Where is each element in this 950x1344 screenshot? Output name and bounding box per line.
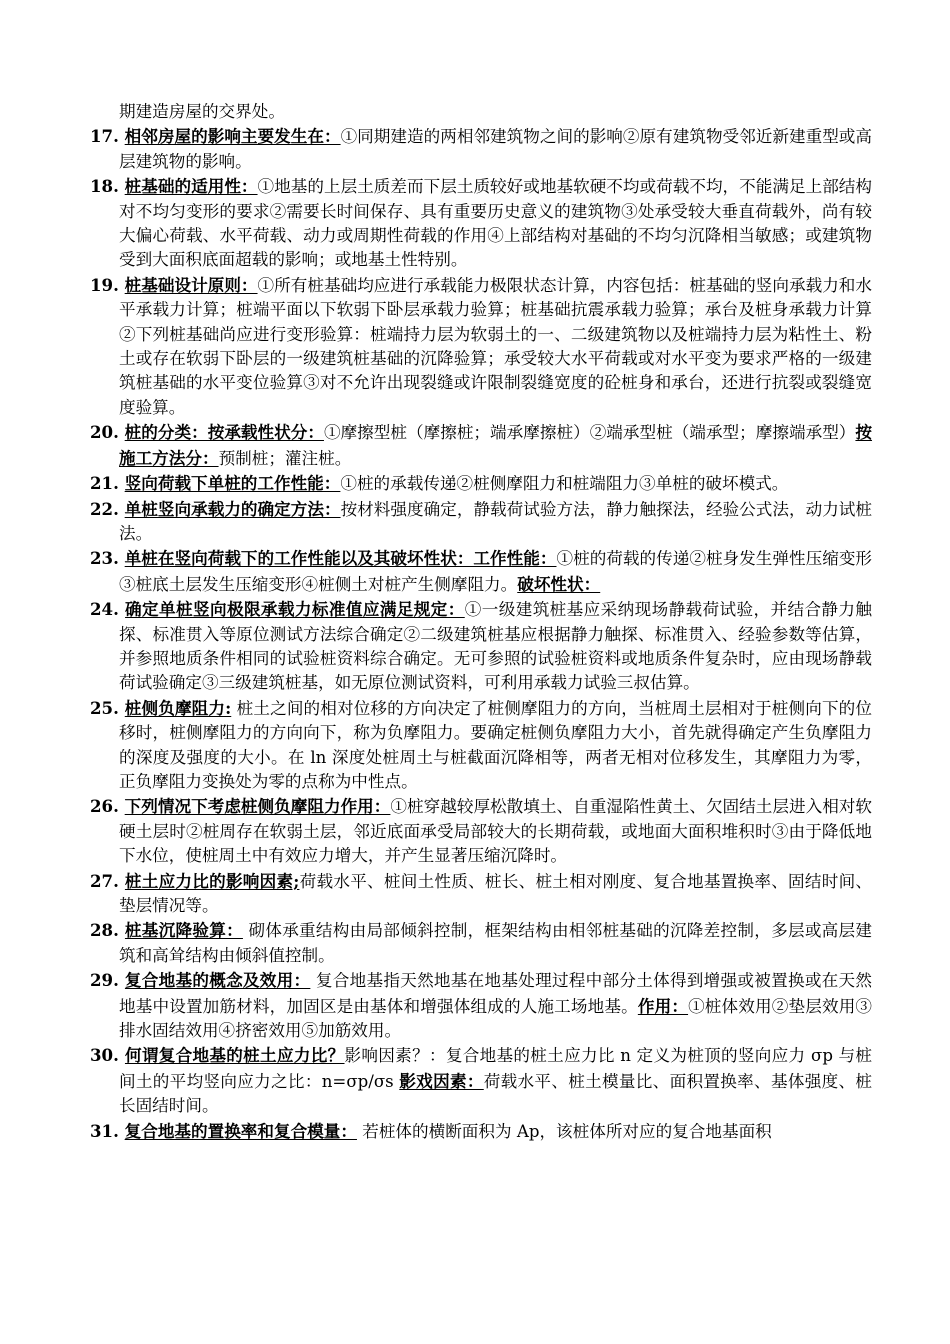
item-number: 28. [90,920,125,941]
item-body-text: ①桩的荷载的传递②桩身发生弹性压缩变形③桩底土层发生压缩变形④桩侧土对桩产生侧摩阻力。 [119,549,873,594]
continued-text: 期建造房屋的交界处。 [119,102,285,121]
item-number: 19. [90,274,125,295]
item-body-text: 若桩体的横断面积为 Ap，该桩体所对应的复合地基面积 [356,1121,772,1141]
item-number: 21. [90,473,125,494]
list-item [90,497,872,547]
item-heading: 桩基础设计原则： [124,274,258,295]
item-heading: 桩土应力比的影响因素; [124,870,300,891]
item-body-text: ①桩穿越较厚松散填土、自重湿陷性黄土、欠固结土层进入相对软硬土层时②桩周存在软弱土层，邻近底面承受局部较大的长期荷载，或地面大面积堆积时③由于降低地下水位，使桩周土中有效应力增大，并产生显著压缩沉降时。 [119,797,873,866]
item-number: 25. [90,697,125,718]
list-item [90,918,872,968]
list-item [90,124,872,174]
item-body-text: ①所有桩基础均应进行承载能力极限状态计算，内容包括：桩基础的竖向承载力和水平承载力计算；桩端平面以下软弱下卧层承载力验算；桩基础抗震承载力验算；承台及桩身承载力计算②下列桩基础尚应进行变形验算：桩端持力层为软弱土的一、二级建筑物以及桩端持力层为粘性土、粉土或存在软弱下卧层的一级建筑桩基础的沉降验算；承受较大水平荷载或对水平变为要求严格的一级建筑桩基础的水平变位验算③对不允许出现裂缝或许限制裂缝宽度的砼桩身和承台，还进行抗裂或裂缝宽度验算。 [119,275,873,417]
item-heading: 桩基础的适用性： [124,176,258,197]
list-item [90,794,872,868]
item-heading: 破坏性状： [517,573,601,594]
item-body-text: 荷载水平、桩间土性质、桩长、桩土相对刚度、复合地基置换率、固结时间、垫层情况等。 [119,871,873,915]
item-number: 22. [90,498,125,519]
list-item [90,696,872,795]
list-item [90,174,872,273]
item-body-text: ①一级建筑桩基应采纳现场静载荷试验，并结合静力触探、标准贯入等原位测试方法综合确定②二级建筑桩基应根据静力触探、标准贯入、经验参数等估算，并参照地质条件相同的试验桩资料综合确定。无可参照的试验桩资料或地质条件复杂时，应由现场静载荷试验确定③三级建筑桩基，如无原位测试资料，可利用承载力试验三叔估算。 [119,600,872,693]
item-body-text: ①摩擦型桩（摩擦桩；端承摩擦桩）②端承型桩（端承型；摩擦端承型） [323,423,856,443]
item-heading: 单桩在竖向荷载下的工作性能以及其破坏性状：工作性能： [124,548,557,569]
item-body-text: 桩土之间的相对位移的方向决定了桩侧摩阻力的方向，当桩周土层相对于桩侧向下的位移时，桩侧摩阻力的方向向下，称为负摩阻力。要确定桩侧负摩阻力大小，首先就得确定产生负摩阻力的深度及强度的大小。在 ln 深度处桩周土与桩截面沉降相等，两者无相对位移发生，其摩阻力为零，正负摩阻力变换处为零的点称为中性点。 [119,698,872,791]
item-number: 26. [90,796,125,817]
item-body-text: 预制桩；灌注桩。 [218,448,352,468]
item-heading: 下列情况下考虑桩侧负摩阻力作用： [124,796,391,817]
item-body-text: ①桩体效用②垫层效用③排水固结效用④挤密效用⑤加筋效用。 [119,996,873,1041]
item-number: 31. [90,1120,125,1141]
item-body-text: 按材料强度确定，静载荷试验方法，静力触探法，经验公式法，动力试桩法。 [119,499,873,543]
item-heading: 桩基沉降验算： [124,920,243,941]
item-heading: 桩的分类：按承载性状分： [124,422,324,443]
item-heading: 按施工方法分： [119,422,873,468]
item-heading: 复合地基的置换率和复合模量： [124,1120,357,1141]
item-number: 23. [90,548,125,569]
item-number: 27. [90,870,125,891]
item-body-text: 荷载水平、桩土模量比、面积置换率、基体强度、桩长固结时间。 [119,1071,873,1116]
item-heading: 何谓复合地基的桩土应力比？ [124,1045,345,1066]
list-item [90,1119,872,1144]
item-body-text: 复合地基指天然地基在地基处理过程中部分土体得到增强或被置换或在天然地基中设置加筋材料，加固区是由基体和增强体组成的人施工场地基。 [119,971,872,1016]
item-heading: 影戏因素： [399,1070,484,1091]
item-body-text: ①地基的上层土质差而下层土质较好或地基软硬不均或荷载不均，不能满足上部结构对不均匀变形的要求②需要长时间保存、具有重要历史意义的建筑物③处承受较大垂直荷载外，尚有较大偏心荷载、水平荷载、动力或周期性荷载的作用④上部结构对基础的不均匀沉降相当敏感；或建筑物受到大面积底面超载的影响；或地基土性特别。 [119,177,873,270]
list-item [90,869,872,919]
item-number: 29. [90,970,125,991]
item-heading: 单桩竖向承载力的确定方法： [124,498,341,519]
item-body-text: 砌体承重结构由局部倾斜控制，框架结构由相邻桩基础的沉降差控制，多层或高层建筑和高耸结构由倾斜值控制。 [119,921,872,965]
numbered-list [90,100,872,1144]
list-item [90,597,872,696]
list-item [90,273,872,420]
item-body-text: ①桩的承载传递②桩侧摩阻力和桩端阻力③单桩的破坏模式。 [340,474,789,494]
item-container [90,124,872,1144]
item-number: 20. [90,422,125,443]
item-body-text: ①同期建造的两相邻建筑物之间的影响②原有建筑物受邻近新建重型或高层建筑物的影响。 [119,127,873,171]
item-heading: 竖向荷载下单桩的工作性能： [124,473,341,494]
list-item [90,1043,872,1118]
item-heading: 相邻房屋的影响主要发生在： [124,126,341,147]
item-number: 24. [90,599,126,620]
item-heading: 作用： [637,995,689,1016]
list-item [90,968,872,1043]
item-body-text: 影响因素？：复合地基的桩土应力比 n 定义为桩顶的竖向应力 σp 与桩间土的平均竖向应力之比：n=σp/σs [119,1046,873,1091]
item-number: 30. [90,1045,125,1066]
list-item [90,471,872,496]
item-number: 18. [90,176,125,197]
item-heading: 复合地基的概念及效用： [124,970,311,991]
list-item [90,420,872,471]
list-item [90,546,872,597]
item-heading: 桩侧负摩阻力: [124,697,232,718]
item-heading: 确定单桩竖向极限承载力标准值应满足规定： [125,599,465,620]
item-number: 17. [90,126,125,147]
